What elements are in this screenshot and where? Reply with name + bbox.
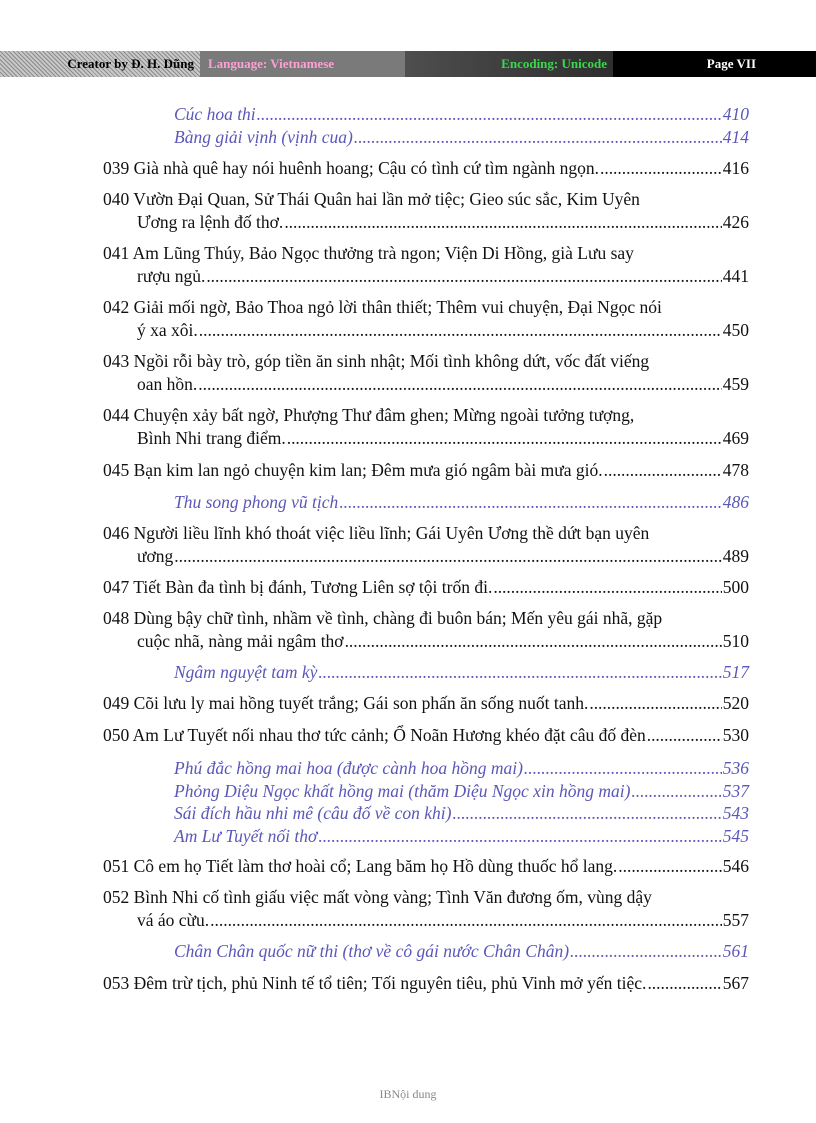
toc-sub-group <box>174 661 749 684</box>
toc-chapter-entry[interactable] <box>103 404 749 450</box>
toc-sub-entry[interactable] <box>174 757 749 780</box>
toc-sub-title: Ngâm nguyệt tam kỳ <box>174 662 318 682</box>
toc-chapter-entry[interactable] <box>103 855 749 878</box>
toc-chapter-title-cont: ý xa xôi. <box>137 320 198 340</box>
toc-sub-page: 537 <box>722 780 749 801</box>
toc-chapter-title-cont: Ương ra lệnh đố thơ. <box>137 212 284 232</box>
toc-chapter-page: 450 <box>722 320 749 340</box>
toc-chapter-page: 426 <box>722 212 749 232</box>
toc-sub-group <box>174 103 749 148</box>
toc-chapter-title: 044 Chuyện xảy bất ngờ, Phượng Thư đâm ghen; Mừng ngoài tưởng tượng, <box>103 405 635 425</box>
toc-chapter-page: 557 <box>722 910 749 930</box>
toc-chapter-entry[interactable] <box>103 188 749 234</box>
toc-sub-entry[interactable] <box>174 103 749 126</box>
toc-chapter-title: 047 Tiết Bàn đa tình bị đánh, Tương Liên sợ tội trốn đi. <box>103 577 493 597</box>
toc-chapter-page: 530 <box>722 725 749 745</box>
toc-chapter-title-cont: cuộc nhã, nàng mải ngâm thơ <box>137 631 344 651</box>
toc-chapter-page: 416 <box>722 158 749 178</box>
toc-chapter-entry[interactable] <box>103 607 749 653</box>
toc-chapter-entry[interactable] <box>103 459 749 482</box>
toc-chapter-page: 489 <box>722 546 749 566</box>
toc-sub-title: Sái đích hầu nhi mê (câu đố về con khỉ) <box>174 803 452 823</box>
toc-chapter-title-cont: oan hồn. <box>137 374 198 394</box>
page-footer: IBNội dung <box>379 1087 437 1101</box>
toc-chapter-title-cont: vá áo cừu. <box>137 910 210 930</box>
toc-chapter-entry[interactable] <box>103 522 749 568</box>
toc-chapter-page: 500 <box>722 577 749 597</box>
header-encoding: Encoding: Unicode <box>405 51 613 77</box>
toc-chapter-entry[interactable] <box>103 724 749 747</box>
toc-sub-title: Am Lư Tuyết nối thơ <box>174 825 318 846</box>
toc-sub-entry[interactable] <box>174 491 749 514</box>
toc-chapter-entry[interactable] <box>103 242 749 288</box>
toc-chapter-page: 567 <box>722 973 749 993</box>
toc-sub-title: Bàng giải vịnh (vịnh cua) <box>174 126 353 147</box>
toc-sub-entry[interactable] <box>174 661 749 684</box>
toc-chapter-title: 039 Già nhà quê hay nói huênh hoang; Cậu có tình cứ tìm ngành ngọn. <box>103 158 599 178</box>
toc-chapter-page: 510 <box>722 631 749 651</box>
toc-chapter-page: 478 <box>722 460 749 480</box>
toc-chapter-title: 042 Giải mối ngờ, Bảo Thoa ngỏ lời thân thiết; Thêm vui chuyện, Đại Ngọc nói <box>103 297 662 317</box>
toc-sub-page: 410 <box>722 104 749 124</box>
toc-chapter-title-cont: Bình Nhi trang điểm. <box>137 428 286 448</box>
toc-chapter-title: 046 Người liều lĩnh khó thoát việc liều lĩnh; Gái Uyên Ương thề dứt bạn uyên <box>103 523 650 543</box>
toc-sub-page: 545 <box>722 825 749 846</box>
toc-sub-group <box>174 757 749 847</box>
toc-chapter-page: 546 <box>722 856 749 876</box>
toc-sub-group <box>174 940 749 963</box>
page-header-bar <box>0 51 816 77</box>
toc-chapter-entry[interactable] <box>103 350 749 396</box>
header-creator: Creator by Đ. H. Dũng <box>0 51 200 77</box>
toc-sub-group <box>174 491 749 514</box>
toc-sub-page: 543 <box>722 803 749 823</box>
toc-sub-title: Cúc hoa thi <box>174 104 256 124</box>
toc-chapter-title: 053 Đêm trừ tịch, phủ Ninh tế tổ tiên; Tối nguyên tiêu, phủ Vinh mở yến tiệc. <box>103 973 647 993</box>
toc-chapter-title: 040 Vườn Đại Quan, Sử Thái Quân hai lần mở tiệc; Gieo súc sắc, Kim Uyên <box>103 189 640 209</box>
toc-sub-page: 486 <box>722 492 749 512</box>
toc-chapter-title: 049 Cõi lưu ly mai hồng tuyết trắng; Gái son phấn ăn sống nuốt tanh. <box>103 693 589 713</box>
toc-sub-page: 414 <box>722 126 749 147</box>
toc-chapter-entry[interactable] <box>103 972 749 995</box>
toc-chapter-entry[interactable] <box>103 157 749 180</box>
toc-chapter-entry[interactable] <box>103 886 749 932</box>
toc-sub-entry[interactable] <box>174 940 749 963</box>
toc-chapter-page: 441 <box>722 266 749 286</box>
toc-chapter-title: 051 Cô em họ Tiết làm thơ hoài cổ; Lang băm họ Hồ dùng thuốc hổ lang. <box>103 856 618 876</box>
header-language: Language: Vietnamese <box>200 51 405 77</box>
toc-chapter-title-cont: rượu ngủ. <box>137 266 206 286</box>
header-page-number: Page VII <box>613 51 816 77</box>
toc-chapter-title: 052 Bình Nhi cố tình giấu việc mất vòng vàng; Tình Văn đương ốm, vùng dậy <box>103 887 652 907</box>
toc-sub-page: 561 <box>722 941 749 961</box>
toc-sub-title: Chân Chân quốc nữ thi (thơ về cô gái nước Chân Chân) <box>174 941 570 961</box>
toc-chapter-entry[interactable] <box>103 576 749 599</box>
toc-sub-entry[interactable] <box>174 802 749 825</box>
toc-sub-entry[interactable] <box>174 825 749 848</box>
toc-sub-entry[interactable] <box>174 126 749 149</box>
toc-chapter-entry[interactable] <box>103 692 749 715</box>
toc-sub-entry[interactable] <box>174 780 749 803</box>
toc-chapter-title: 045 Bạn kim lan ngỏ chuyện kim lan; Đêm mưa gió ngâm bài mưa gió. <box>103 460 603 480</box>
toc-chapter-entry[interactable] <box>103 296 749 342</box>
toc-sub-page: 536 <box>722 758 749 778</box>
toc-sub-title: Thu song phong vũ tịch <box>174 492 339 512</box>
toc-chapter-title: 048 Dùng bậy chữ tình, nhầm về tình, chàng đi buôn bán; Mến yêu gái nhã, gặp <box>103 608 663 628</box>
toc-chapter-title-cont: ương <box>137 546 174 566</box>
toc-chapter-title: 041 Am Lũng Thúy, Bảo Ngọc thưởng trà ngon; Viện Di Hồng, già Lưu say <box>103 243 634 263</box>
toc-chapter-title: 050 Am Lư Tuyết nối nhau thơ tức cảnh; Ổ Noãn Hương khéo đặt câu đố đèn <box>103 725 646 745</box>
toc-sub-title: Phú đắc hồng mai hoa (được cành hoa hồng mai) <box>174 758 523 778</box>
toc-chapter-title: 043 Ngồi rỗi bày trò, góp tiền ăn sinh nhật; Mối tình không dứt, vốc đất viếng <box>103 351 650 371</box>
toc-chapter-page: 459 <box>722 374 749 394</box>
toc-sub-title: Phỏng Diệu Ngọc khất hồng mai (thăm Diệu Ngọc xin hồng mai) <box>174 780 631 801</box>
toc-chapter-page: 469 <box>722 428 749 448</box>
toc-sub-page: 517 <box>722 662 749 682</box>
toc-chapter-page: 520 <box>722 693 749 713</box>
